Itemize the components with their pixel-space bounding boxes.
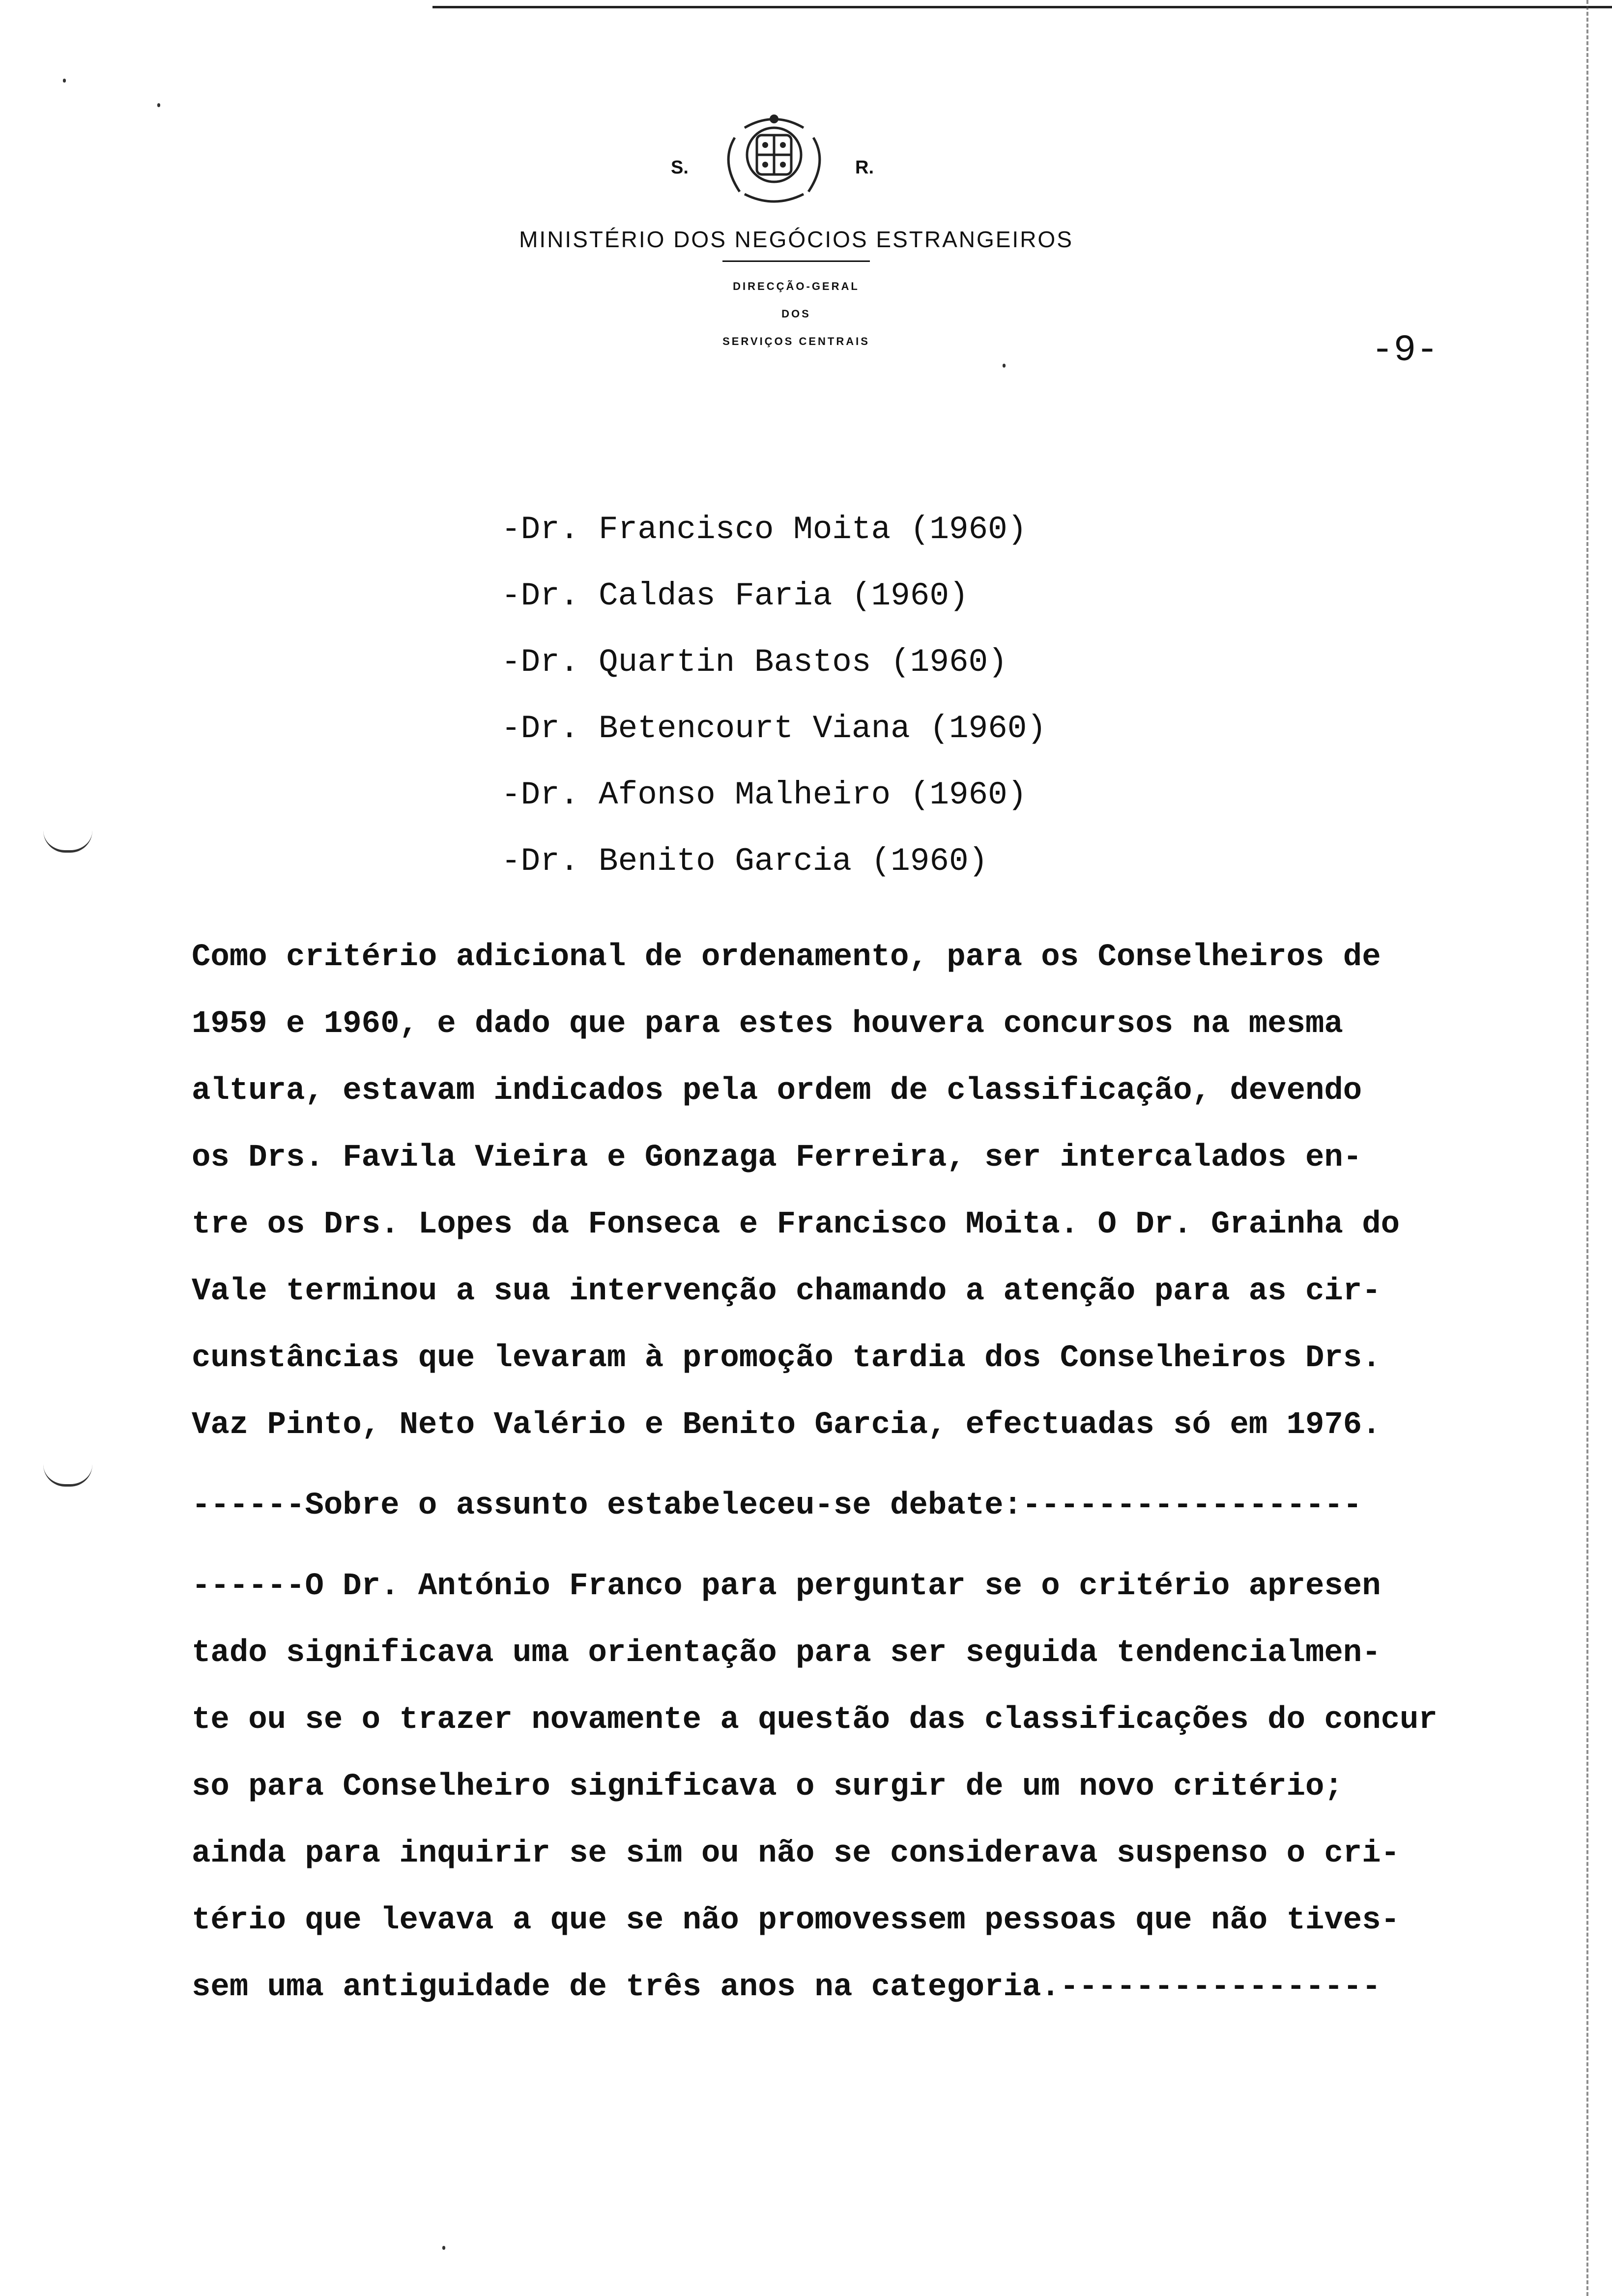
paragraph-gap <box>192 1539 1499 1553</box>
text-line: te ou se o trazer novamente a questão das classificações do concur <box>192 1702 1438 1738</box>
text-line: cunstâncias que levaram à promoção tardia dos Conselheiros Drs. <box>192 1341 1381 1376</box>
ministry-name: MINISTÉRIO DOS NEGÓCIOS ESTRANGEIROS <box>519 227 1073 252</box>
text-line: tério que levava a que se não promovessem pessoas que não tives- <box>192 1903 1400 1938</box>
name-list-item: -Dr. Quartin Bastos (1960) <box>501 644 1008 681</box>
coat-of-arms-icon <box>710 108 838 211</box>
department-line-1: DIRECÇÃO-GERAL <box>733 280 860 292</box>
text-line: Vaz Pinto, Neto Valério e Benito Garcia, efectuadas só em 1976. <box>192 1407 1381 1443</box>
text-line: sem uma antiguidade de três anos na categoria.----------------- <box>192 1970 1381 2005</box>
scan-speck <box>157 103 160 107</box>
department-line-2: DOS <box>781 308 811 320</box>
letterhead-r: R. <box>855 157 874 178</box>
binder-hole-mark <box>43 831 92 853</box>
text-line: tre os Drs. Lopes da Fonseca e Francisco Moita. O Dr. Grainha do <box>192 1207 1400 1242</box>
name-list <box>501 496 1046 894</box>
name-list-item: -Dr. Caldas Faria (1960) <box>501 577 969 614</box>
binder-hole-mark <box>43 1464 92 1487</box>
letterhead-seal-row <box>482 108 1111 211</box>
text-line: altura, estavam indicados pela ordem de classificação, devendo <box>192 1073 1362 1109</box>
letterhead-s: S. <box>671 157 689 178</box>
name-list-item: -Dr. Betencourt Viana (1960) <box>501 710 1046 747</box>
scan-speck <box>63 79 66 83</box>
letterhead <box>482 108 1111 355</box>
text-line: so para Conselheiro significava o surgir de um novo critério; <box>192 1769 1343 1805</box>
paragraph-debate <box>192 1472 1499 1539</box>
text-line: os Drs. Favila Vieira e Gonzaga Ferreira, ser intercalados en- <box>192 1140 1362 1176</box>
paragraph-question <box>192 1553 1499 2021</box>
scan-speck <box>1003 364 1006 368</box>
text-line: Como critério adicional de ordenamento, para os Conselheiros de <box>192 940 1381 975</box>
text-line: Vale terminou a sua intervenção chamando a atenção para as cir- <box>192 1274 1381 1309</box>
page-number: -9- <box>1371 329 1439 372</box>
paragraph-gap <box>192 1459 1499 1472</box>
page-edge-line <box>1586 0 1590 2296</box>
name-list-item: -Dr. Benito Garcia (1960) <box>501 843 988 880</box>
paragraph-criteria <box>192 924 1499 1459</box>
name-list-item: -Dr. Francisco Moita (1960) <box>501 511 1027 548</box>
header-divider <box>722 260 870 262</box>
department-line-3: SERVIÇOS CENTRAIS <box>722 335 870 347</box>
text-line: 1959 e 1960, e dado que para estes houvera concursos na mesma <box>192 1006 1343 1042</box>
text-line: tado significava uma orientação para ser seguida tendencialmen- <box>192 1636 1381 1671</box>
text-line: ainda para inquirir se sim ou não se considerava suspenso o cri- <box>192 1836 1400 1871</box>
body-text <box>192 924 1499 2021</box>
text-line: ------Sobre o assunto estabeleceu-se debate:------------------ <box>192 1488 1362 1523</box>
scan-speck <box>442 2246 445 2250</box>
text-line: ------O Dr. António Franco para perguntar se o critério apresen <box>192 1569 1381 1604</box>
name-list-item: -Dr. Afonso Malheiro (1960) <box>501 776 1027 813</box>
top-border-line <box>432 6 1612 8</box>
